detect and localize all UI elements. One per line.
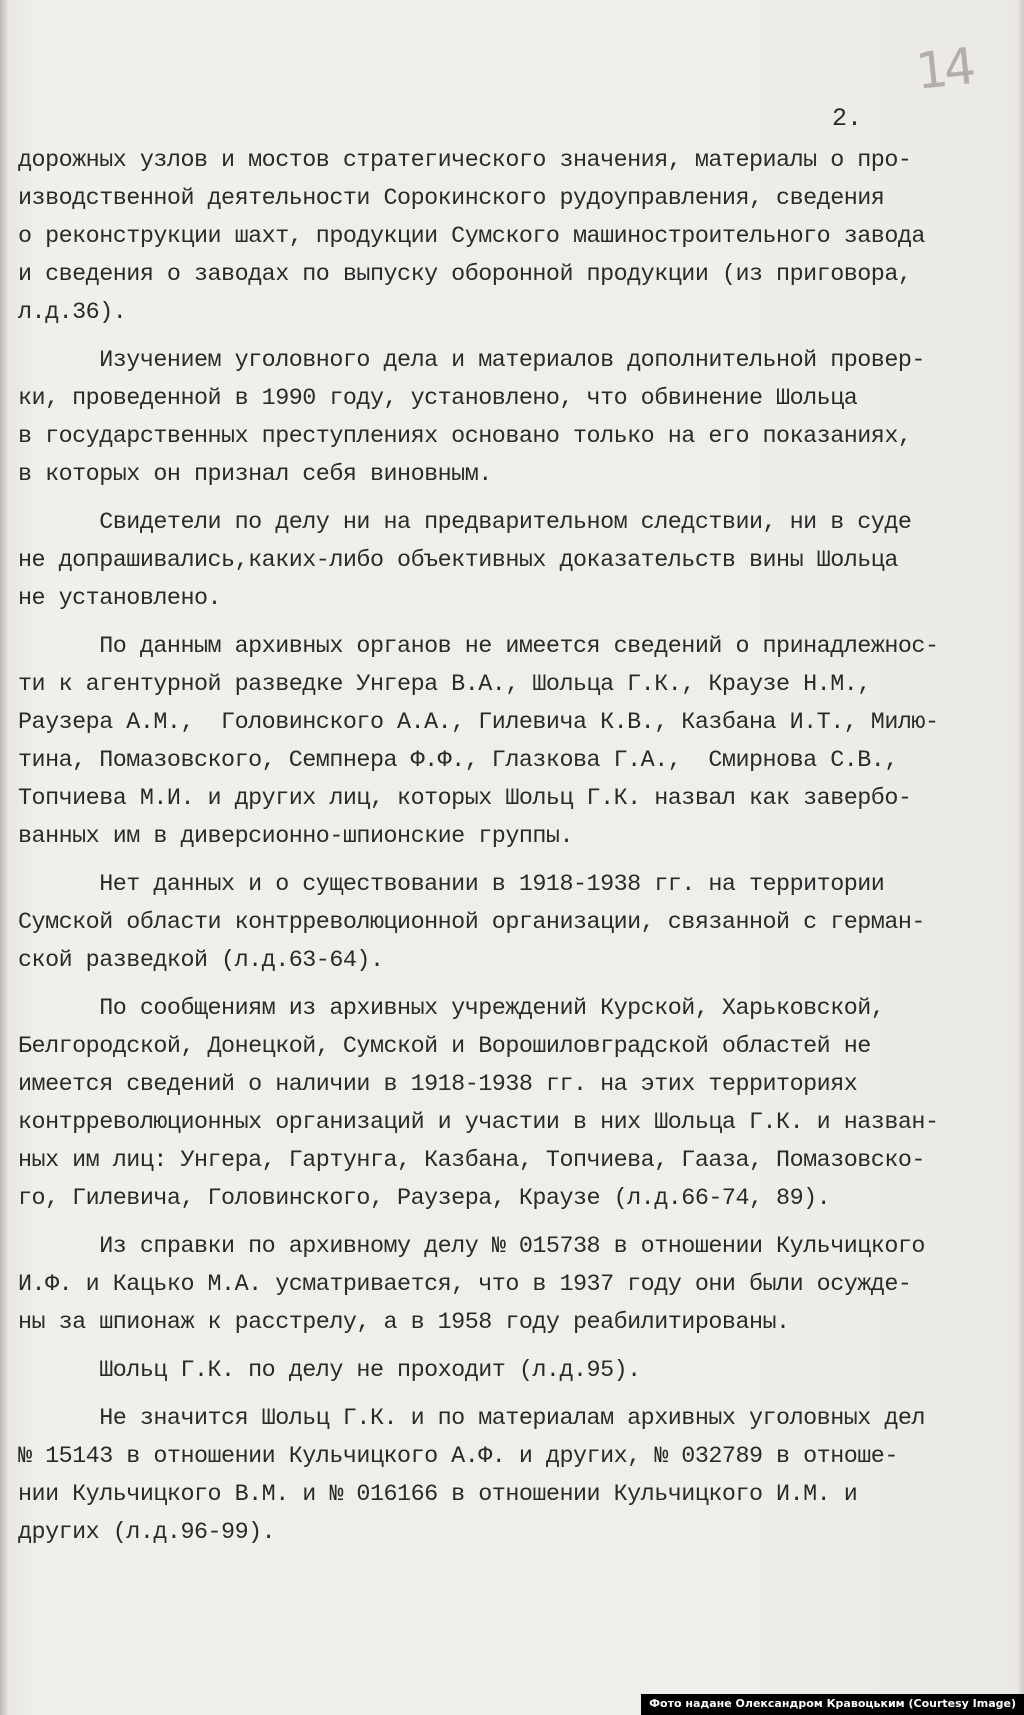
text-line: ти к агентурной разведке Унгера В.А., Шольца Г.К., Краузе Н.М.,	[18, 672, 871, 698]
paragraph	[18, 504, 1008, 618]
text-line: не установлено.	[18, 586, 222, 612]
text-line: изводственной деятельности Сорокинского рудоуправления, сведения	[18, 186, 885, 212]
text-line: Белгородской, Донецкой, Сумской и Ворошиловградской областей не	[18, 1034, 871, 1060]
paragraph-gap	[18, 1390, 1008, 1400]
paragraph-gap	[18, 1342, 1008, 1352]
paragraph-gap	[18, 618, 1008, 628]
paragraph	[18, 142, 1008, 332]
text-line: не допрашивались,каких-либо объективных доказательств вины Шольца	[18, 548, 898, 574]
text-line: Из справки по архивному делу № 015738 в отношении Кульчицкого	[18, 1234, 925, 1260]
text-line: И.Ф. и Кацько М.А. усматривается, что в 1937 году они были осужде-	[18, 1272, 912, 1298]
paragraph-gap	[18, 856, 1008, 866]
text-line: Свидетели по делу ни на предварительном следствии, ни в суде	[18, 510, 912, 536]
text-line: Топчиева М.И. и других лиц, которых Шольц Г.К. назвал как завербо-	[18, 786, 912, 812]
paragraph	[18, 342, 1008, 494]
text-line: других (л.д.96-99).	[18, 1520, 276, 1546]
text-line: № 15143 в отношении Кульчицкого А.Ф. и других, № 032789 в отноше-	[18, 1444, 898, 1470]
text-line: Шольц Г.К. по делу не проходит (л.д.95).	[18, 1358, 641, 1384]
text-line: о реконструкции шахт, продукции Сумского машиностроительного завода	[18, 224, 925, 250]
text-line: ны за шпионаж к расстрелу, а в 1958 году реабилитированы.	[18, 1310, 790, 1336]
page-fold-shadow	[0, 0, 8, 1715]
text-line: тина, Помазовского, Семпнера Ф.Ф., Глазкова Г.А., Смирнова С.В.,	[18, 748, 898, 774]
text-line: нии Кульчицкого В.М. и № 016166 в отношении Кульчицкого И.М. и	[18, 1482, 858, 1508]
paragraph	[18, 990, 1008, 1218]
paragraph-gap	[18, 980, 1008, 990]
text-line: контрреволюционных организаций и участии в них Шольца Г.К. и назван-	[18, 1110, 939, 1136]
paragraph-gap	[18, 494, 1008, 504]
handwritten-folio-number: 14	[913, 37, 975, 101]
paragraph-gap	[18, 1218, 1008, 1228]
document-body	[18, 142, 1008, 1552]
photo-credit: Фото надане Олександром Кравоцьким (Courtesy Image)	[641, 1694, 1024, 1715]
text-line: Раузера А.М., Головинского А.А., Гилевича К.В., Казбана И.Т., Милю-	[18, 710, 939, 736]
text-line: ных им лиц: Унгера, Гартунга, Казбана, Топчиева, Гааза, Помазовско-	[18, 1148, 925, 1174]
text-line: и сведения о заводах по выпуску оборонной продукции (из приговора,	[18, 262, 912, 288]
paragraph-gap	[18, 332, 1008, 342]
text-line: ской разведкой (л.д.63-64).	[18, 948, 384, 974]
text-line: имеется сведений о наличии в 1918-1938 гг. на этих территориях	[18, 1072, 858, 1098]
paragraph	[18, 1400, 1008, 1552]
text-line: го, Гилевича, Головинского, Раузера, Краузе (л.д.66-74, 89).	[18, 1186, 831, 1212]
page-number: 2.	[832, 104, 863, 133]
text-line: По сообщениям из архивных учреждений Курской, Харьковской,	[18, 996, 885, 1022]
text-line: Не значится Шольц Г.К. и по материалам архивных уголовных дел	[18, 1406, 925, 1432]
paragraph	[18, 1352, 1008, 1390]
text-line: ванных им в диверсионно-шпионские группы.	[18, 824, 574, 850]
text-line: л.д.36).	[18, 300, 127, 326]
paragraph	[18, 866, 1008, 980]
paragraph	[18, 628, 1008, 856]
page-edge	[1018, 0, 1024, 1715]
text-line: Нет данных и о существовании в 1918-1938 гг. на территории	[18, 872, 885, 898]
paragraph	[18, 1228, 1008, 1342]
text-line: в государственных преступлениях основано только на его показаниях,	[18, 424, 912, 450]
text-line: Сумской области контрреволюционной организации, связанной с герман-	[18, 910, 925, 936]
text-line: По данным архивных органов не имеется сведений о принадлежнос-	[18, 634, 939, 660]
text-line: в которых он признал себя виновным.	[18, 462, 492, 488]
text-line: ки, проведенной в 1990 году, установлено, что обвинение Шольца	[18, 386, 858, 412]
text-line: дорожных узлов и мостов стратегического значения, материалы о про-	[18, 148, 912, 174]
text-line: Изучением уголовного дела и материалов дополнительной провер-	[18, 348, 925, 374]
